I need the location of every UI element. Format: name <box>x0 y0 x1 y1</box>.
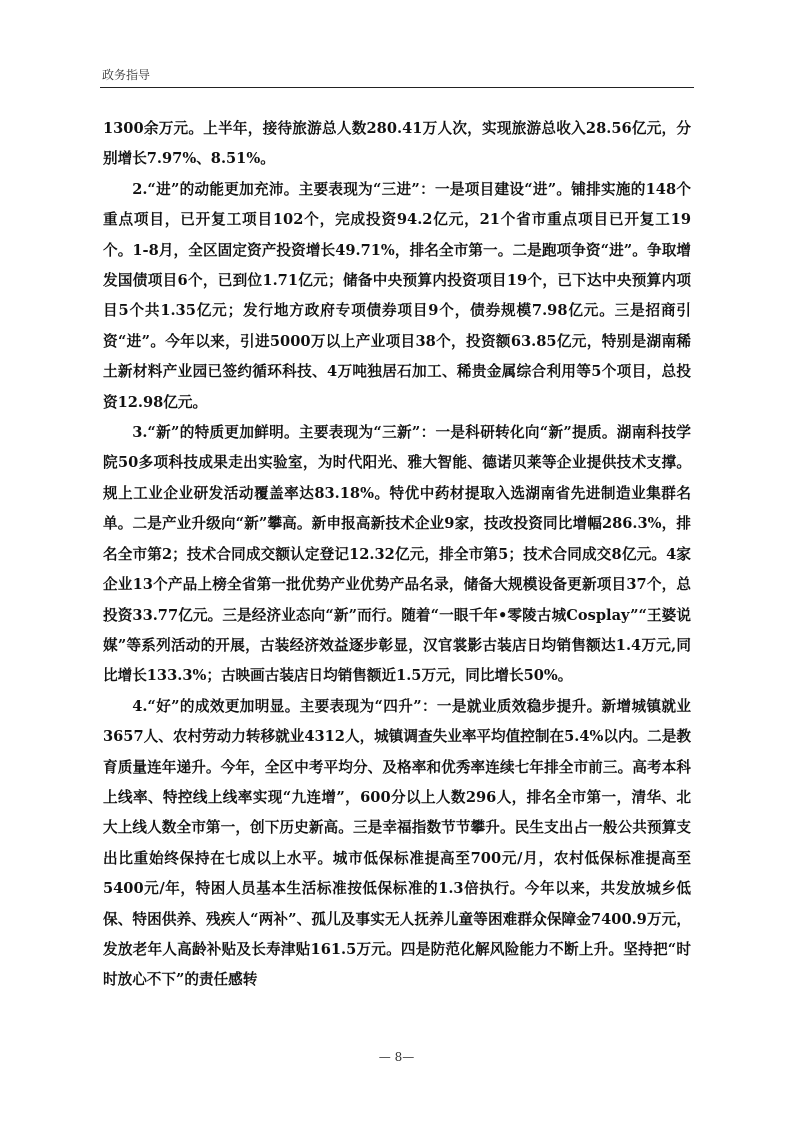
header-divider <box>100 87 694 88</box>
page-number: — 8— <box>378 1050 415 1064</box>
document-body <box>103 114 691 996</box>
running-header: 政务指导 <box>102 68 151 82</box>
paragraph-progress: 2.“进”的动能更加充沛。主要表现为“三进”：一是项目建设“进”。铺排实施的148个重点项目，已开复工项目102个，完成投资94.2亿元，21个省市重点项目已开复工19个。1-8月，全区固定资产投资增长49.71%，排名全市第一。二是跑项争资“进”。争取增发国债项目6个，已到位1.71亿元；储备中央预算内投资项目19个，已下达中央预算内项目5个共1.35亿元；发行地方政府专项债券项目9个，债券规模7.98亿元。三是招商引资“进”。今年以来，引进5000万以上产业项目38个，投资额63.85亿元，特别是湖南稀土新材料产业园已签约循环科技、4万吨独居石加工、稀贵金属综合利用等5个项目，总投资12.98亿元。 <box>103 180 691 411</box>
paragraph-innovation: 3.“新”的特质更加鲜明。主要表现为“三新”：一是科研转化向“新”提质。湖南科技学院50多项科技成果走出实验室，为时代阳光、雅大智能、德诺贝莱等企业提供技术支撑。规上工业企业研发活动覆盖率达83.18%。特优中药材提取入选湖南省先进制造业集群名单。二是产业升级向“新”攀高。新申报高新技术企业9家，技改投资同比增幅286.3%，排名全市第2；技术合同成交额认定登记12.32亿元，排全市第5；技术合同成交8亿元。4家企业13个产品上榜全省第一批优势产业优势产品名录，储备大规模设备更新项目37个，总投资33.77亿元。三是经济业态向“新”而行。随着“一眼千年•零陵古城Cosplay”“王婆说媒”等系列活动的开展，古装经济效益逐步彰显，汉官裳影古装店日均销售额达1.4万元,同比增长133.3%；古映画古装店日均销售额近1.5万元，同比增长50%。 <box>103 424 691 685</box>
paragraph-outcomes: 4.“好”的成效更加明显。主要表现为“四升”：一是就业质效稳步提升。新增城镇就业3657人、农村劳动力转移就业4312人，城镇调查失业率平均值控制在5.4%以内。二是教育质量连年递升。今年，全区中考平均分、及格率和优秀率连续七年排全市前三。高考本科上线率、特控线上线率实现“九连增”，600分以上人数296人，排名全市第一，清华、北大上线人数全市第一，创下历史新高。三是幸福指数节节攀升。民生支出占一般公共预算支出比重始终保持在七成以上水平。城市低保标准提高至700元/月，农村低保标准提高至5400元/年，特困人员基本生活标准按低保标准的1.3倍执行。今年以来，共发放城乡低保、特困供养、残疾人“两补”、孤儿及事实无人抚养儿童等困难群众保障金7400.9万元，发放老年人高龄补贴及长寿津贴161.5万元。四是防范化解风险能力不断上升。坚持把“时时放心不下”的责任感转 <box>103 697 691 989</box>
paragraph-continuation: 1300余万元。上半年，接待旅游总人数280.41万人次，实现旅游总收入28.56亿元，分别增长7.97%、8.51%。 <box>103 120 691 168</box>
